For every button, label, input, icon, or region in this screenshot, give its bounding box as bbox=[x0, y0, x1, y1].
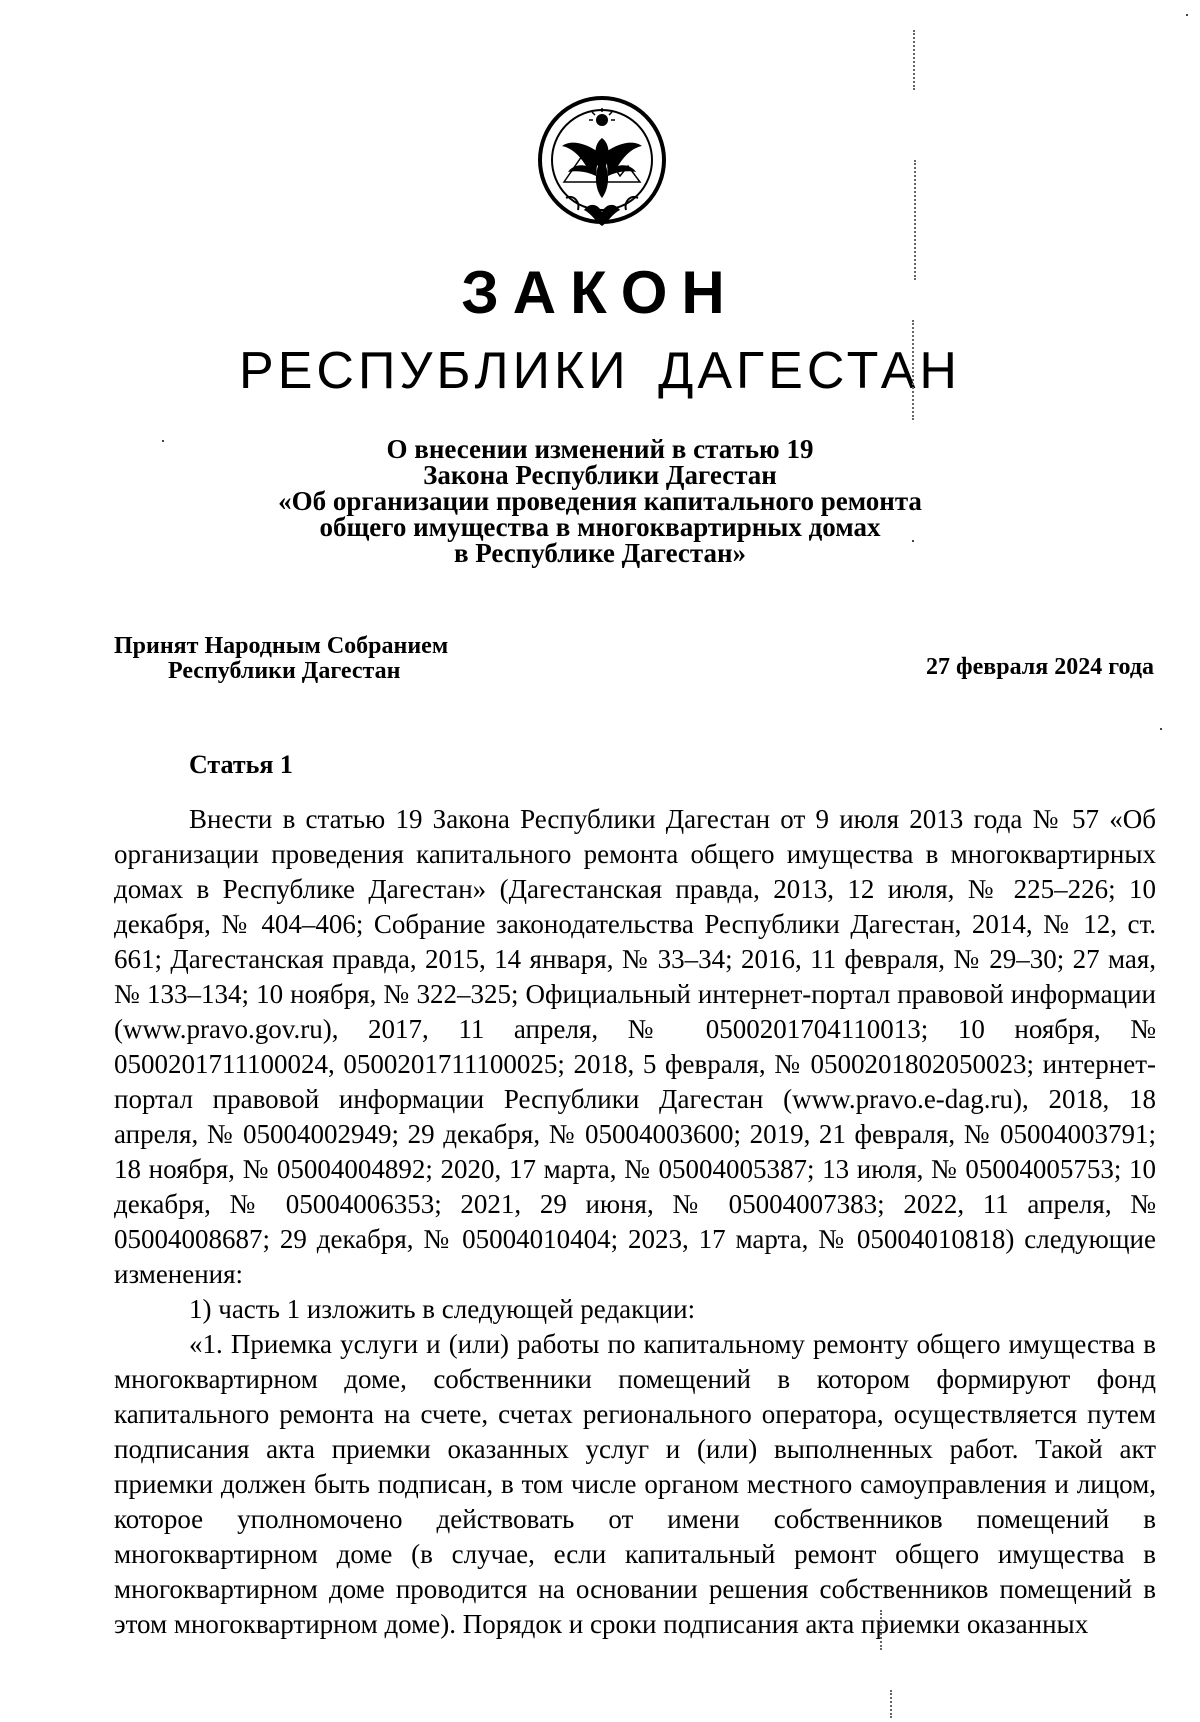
article-body bbox=[114, 802, 1156, 1642]
paragraph: «1. Приемка услуги и (или) работы по капитальному ремонту общего имущества в многоквартирном доме, собственники помещений в котором формируют фонд капитального ремонта на счете, счетах регионального оператора, осуществляется путем подписания акта приемки оказанных услуг и (или) выполненных работ. Такой акт приемки должен быть подписан, в том числе органом местного самоуправления и лицом, которое уполномочено действовать от имени собственников помещений в многоквартирном доме (в случае, если капитальный ремонт общего имущества в многоквартирном доме проводится на основании решения собственников помещений в этом многоквартирном доме). Порядок и сроки подписания акта приемки оказанных bbox=[114, 1329, 1156, 1639]
scan-artifact bbox=[912, 320, 914, 420]
scan-artifact bbox=[912, 540, 914, 542]
law-heading bbox=[180, 436, 1020, 566]
scan-artifact bbox=[890, 1690, 892, 1718]
scan-artifact bbox=[913, 30, 915, 90]
document-type-title: ЗАКОН bbox=[461, 259, 739, 326]
heading-line: в Республике Дагестан» bbox=[453, 538, 747, 568]
adoption-statement bbox=[114, 634, 448, 684]
scan-artifact bbox=[914, 160, 916, 280]
heading-line: общего имущества в многоквартирных домах bbox=[319, 512, 881, 542]
scan-artifact bbox=[162, 440, 164, 442]
heading-line: «Об организации проведения капитального ремонта bbox=[278, 486, 922, 516]
scan-artifact bbox=[1160, 728, 1162, 730]
article-title: Статья 1 bbox=[189, 750, 293, 779]
scan-artifact bbox=[1186, 14, 1188, 16]
adoption-date: 27 февраля 2024 года bbox=[926, 654, 1154, 680]
adoption-line: Принят Народным Собранием bbox=[114, 633, 449, 659]
paragraph: 1) часть 1 изложить в следующей редакции: bbox=[189, 1294, 696, 1324]
heading-line: О внесении изменений в статью 19 bbox=[386, 434, 814, 464]
adoption-line: Республики Дагестан bbox=[168, 658, 401, 684]
issuer-title: РЕСПУБЛИКИ ДАГЕСТАН bbox=[239, 342, 961, 400]
heading-line: Закона Республики Дагестан bbox=[423, 460, 777, 490]
paragraph: Внести в статью 19 Закона Республики Дагестан от 9 июля 2013 года № 57 «Об организации проведения капитального ремонта общего имущества в многоквартирных домах в Республике Дагестан» (Дагестанская правда, 2013, 12 июля, № 225–226; 10 декабря, № 404–406; Собрание законодательства Республики Дагестан, 2014, № 12, ст. 661; Дагестанская правда, 2015, 14 января, № 33–34; 2016, 11 февраля, № 29–30; 27 мая, № 133–134; 10 ноября, № 322–325; Официальный интернет-портал правовой информации (www.pravo.gov.ru), 2017, 11 апреля, № 0500201704110013; 10 ноября, № 0500201711100024, 0500201711100025; 2018, 5 февраля, № 0500201802050023; интернет-портал правовой информации Республики Дагестан (www.pravo.e-dag.ru), 2018, 18 апреля, № 05004002949; 29 декабря, № 05004003600; 2019, 21 февраля, № 05004003791; 18 ноября, № 05004004892; 2020, 17 марта, № 05004005387; 13 июля, № 05004005753; 10 декабря, № 05004006353; 2021, 29 июня, № 05004007383; 2022, 11 апреля, № 05004008687; 29 декабря, № 05004010404; 2023, 17 марта, № 05004010818) следующие изменения: bbox=[114, 804, 1156, 1289]
coat-of-arms-icon bbox=[524, 86, 680, 242]
scan-artifact bbox=[880, 1610, 882, 1650]
